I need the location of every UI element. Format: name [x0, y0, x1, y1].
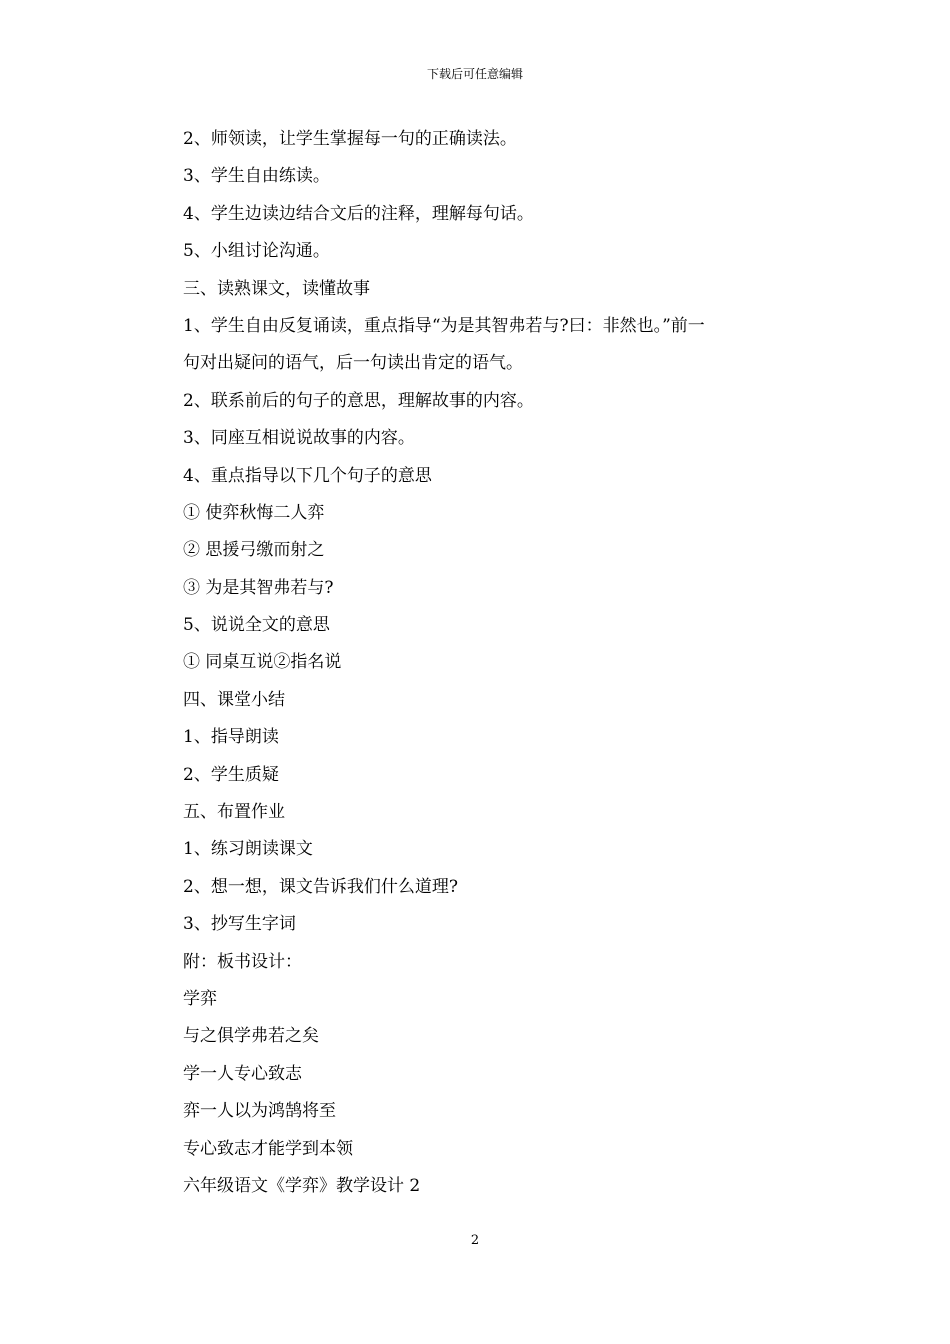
- text-line: 专心致志才能学到本领: [183, 1138, 353, 1159]
- text-line: 5、小组讨论沟通。: [183, 241, 330, 262]
- text-line: 4、学生边读边结合文后的注释，理解每句话。: [183, 203, 534, 224]
- document-title: 六年级语文《学弈》教学设计 2: [183, 1175, 421, 1196]
- document-body: [183, 121, 823, 1205]
- text-line: 句对出疑问的语气，后一句读出肯定的语气。: [183, 353, 523, 374]
- text-line: ① 使弈秋悔二人弈: [183, 502, 325, 523]
- text-line: 3、同座互相说说故事的内容。: [183, 428, 415, 449]
- section-heading: 五、布置作业: [183, 802, 285, 823]
- text-line: 2、联系前后的句子的意思，理解故事的内容。: [183, 390, 534, 411]
- text-line: 4、重点指导以下几个句子的意思: [183, 465, 432, 486]
- section-heading: 四、课堂小结: [183, 689, 285, 710]
- text-line: 附：板书设计：: [183, 951, 302, 972]
- text-line: 弈一人以为鸿鹄将至: [183, 1101, 336, 1122]
- text-line: 学弈: [183, 988, 217, 1009]
- text-line: 与之俱学弗若之矣: [183, 1026, 319, 1047]
- text-line: 3、学生自由练读。: [183, 166, 330, 187]
- page-number: 2: [470, 1233, 480, 1248]
- text-line: 1、练习朗读课文: [183, 839, 313, 860]
- text-line: 1、指导朗读: [183, 727, 279, 748]
- text-line: 2、想一想，课文告诉我们什么道理?: [183, 876, 458, 897]
- text-line: 2、师领读，让学生掌握每一句的正确读法。: [183, 129, 517, 149]
- text-line: 学一人专心致志: [183, 1063, 302, 1084]
- text-line: 2、学生质疑: [183, 764, 279, 785]
- text-line: ② 思援弓缴而射之: [183, 540, 325, 561]
- section-heading: 三、读熟课文，读懂故事: [183, 278, 370, 299]
- page-header: 下载后可任意编辑: [426, 67, 523, 81]
- text-line: ③ 为是其智弗若与?: [183, 577, 334, 598]
- text-line: 1、学生自由反复诵读，重点指导“为是其智弗若与?曰：非然也。”前一: [183, 315, 705, 336]
- text-line: ① 同桌互说②指名说: [183, 652, 342, 673]
- text-line: 5、说说全文的意思: [183, 615, 330, 636]
- text-line: 3、抄写生字词: [183, 914, 296, 935]
